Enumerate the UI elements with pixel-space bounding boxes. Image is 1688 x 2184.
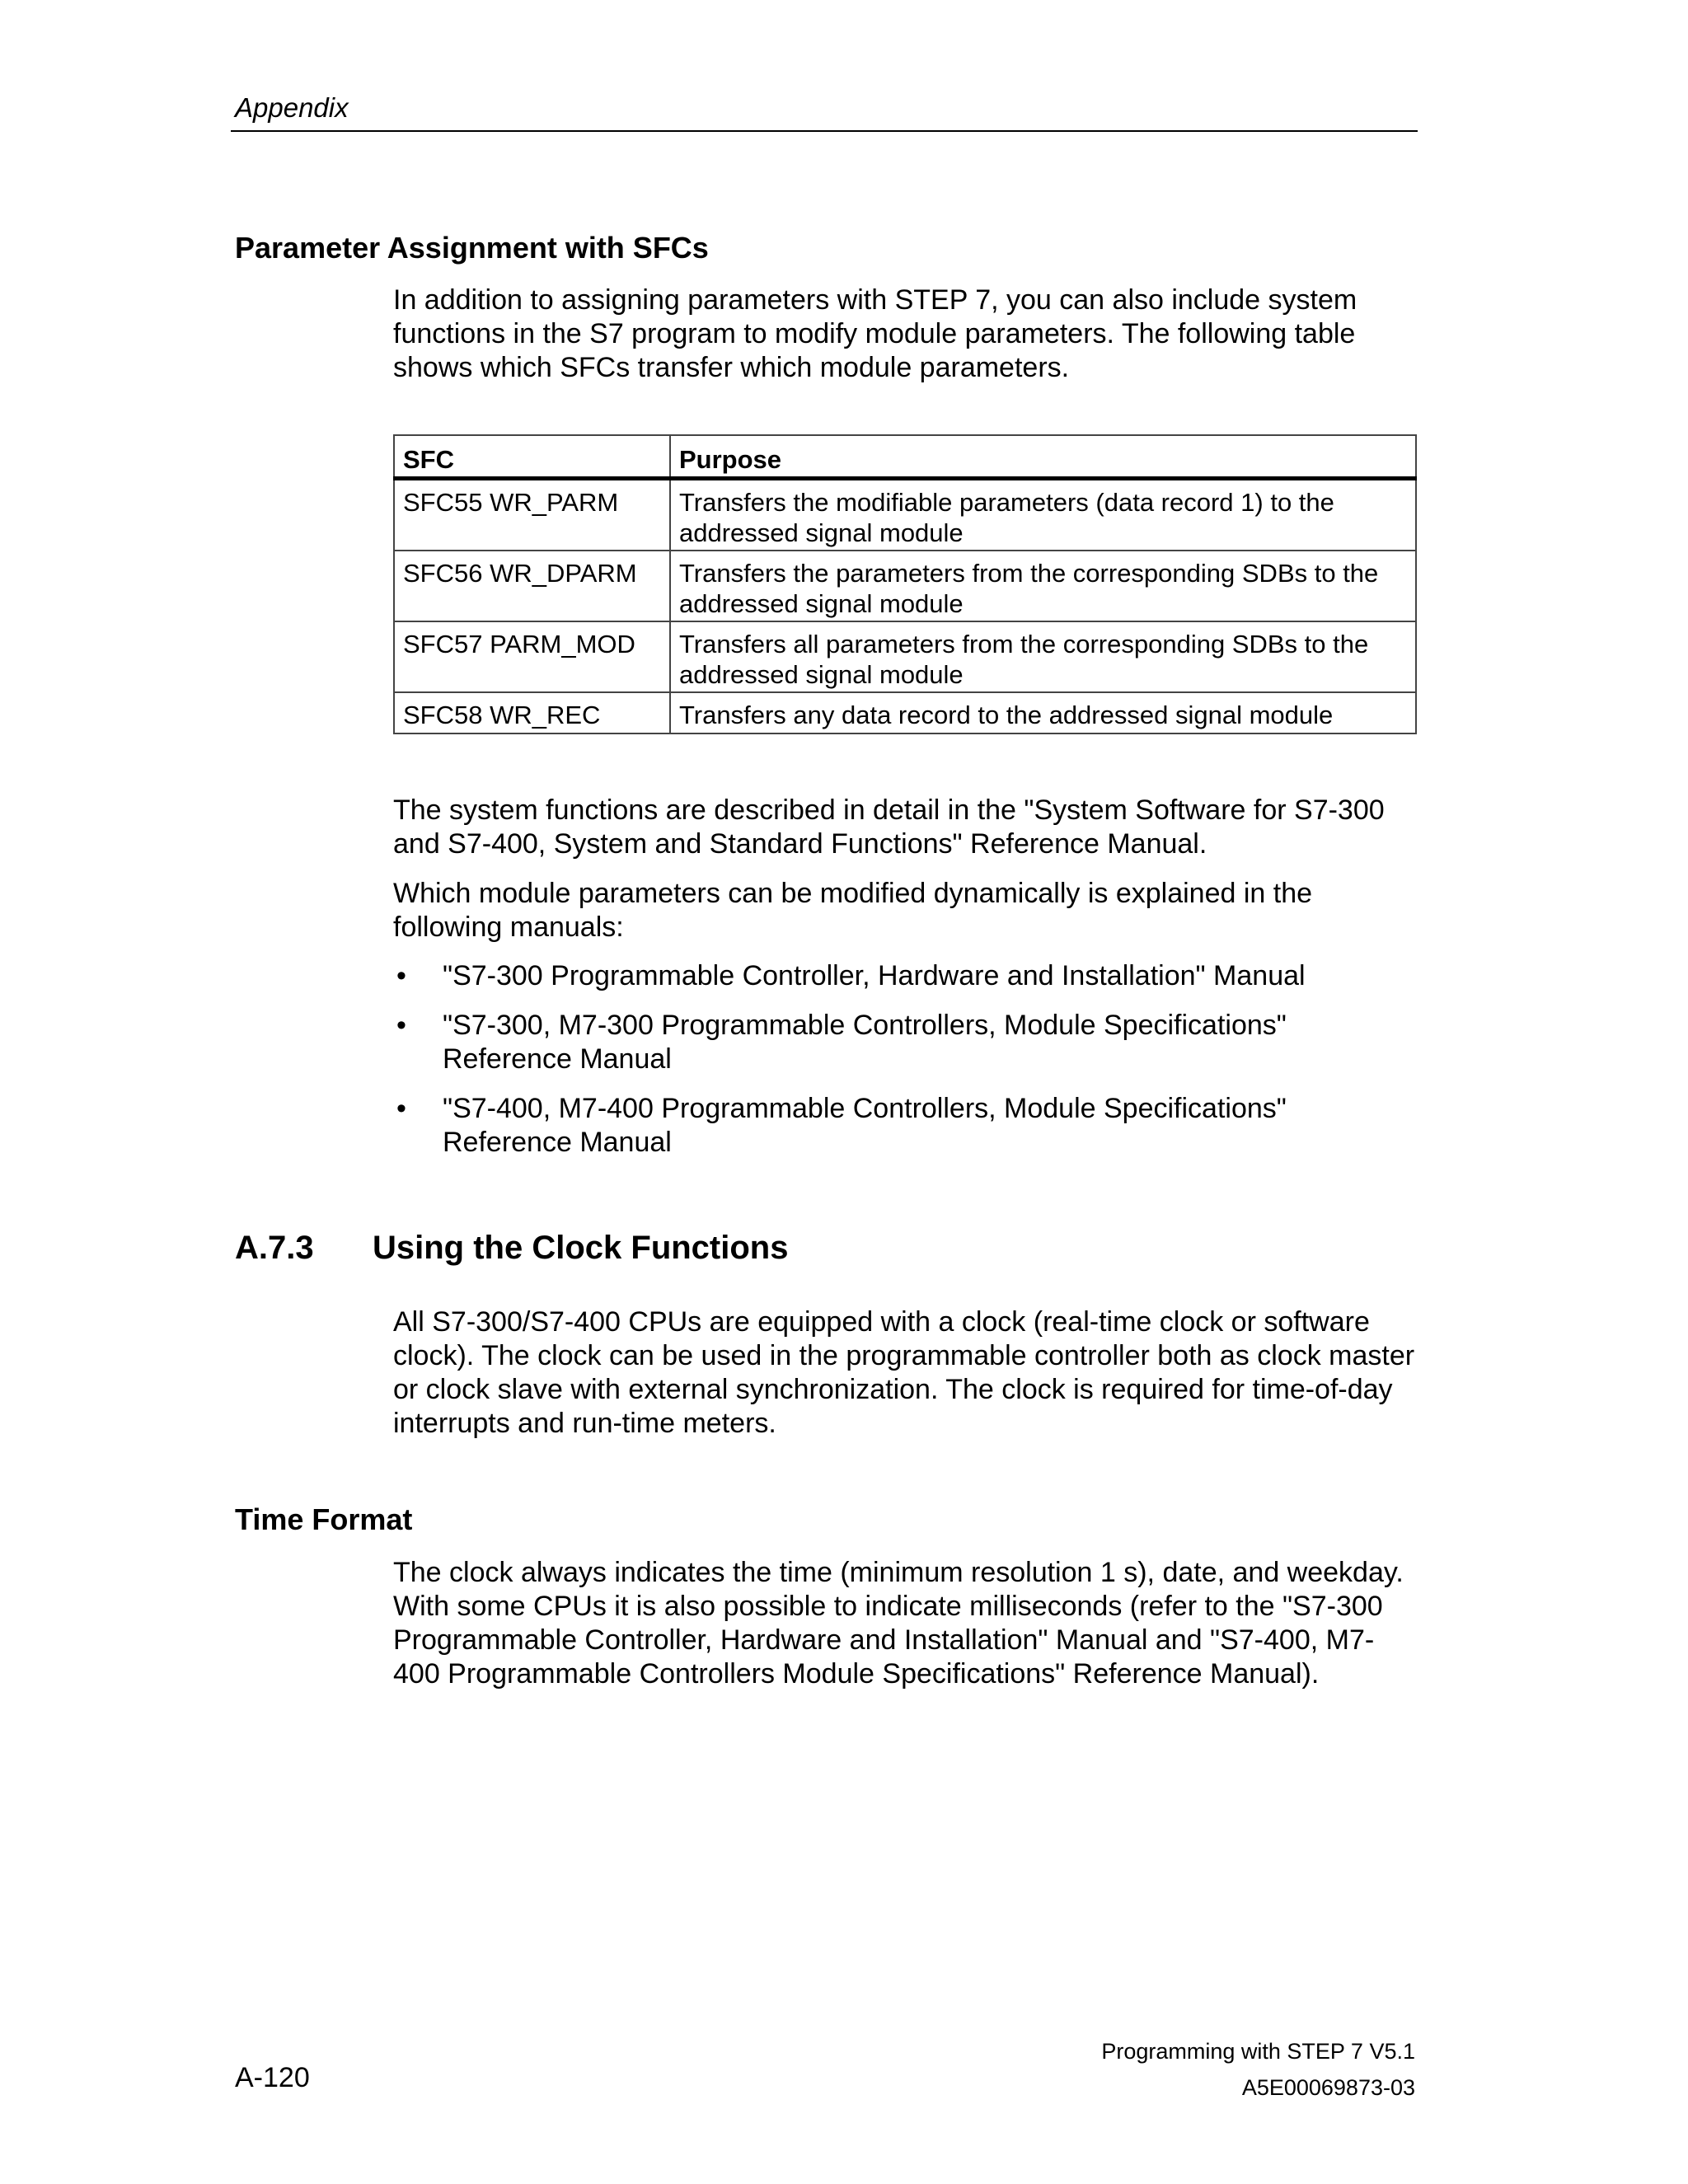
- table-header-row: [394, 435, 1416, 479]
- list-item: [393, 959, 1423, 993]
- table-cell-sfc: SFC56 WR_DPARM: [394, 551, 670, 621]
- manuals-list: [393, 959, 1423, 1175]
- table-cell-purpose: Transfers all parameters from the corresponding SDBs to the addressed signal module: [670, 621, 1416, 692]
- table-cell-sfc: SFC58 WR_REC: [394, 692, 670, 733]
- table-row: [394, 479, 1416, 551]
- table-cell-sfc: SFC57 PARM_MOD: [394, 621, 670, 692]
- system-functions-paragraph: The system functions are described in detail in the "System Software for S7-300 and S7-400, System and Standard Functions" Reference Manual.: [393, 794, 1385, 860]
- page-number: A-120: [235, 2062, 310, 2093]
- list-item-text: "S7-300, M7-300 Programmable Controllers, Module Specifications" Reference Manual: [443, 1010, 1287, 1075]
- clock-paragraph: All S7-300/S7-400 CPUs are equipped with a clock (real-time clock or software clock). The clock can be used in the programmable controller both as clock master or clock slave with external synchronization. The clock is required for time-of-day interrupts and run-time meters.: [393, 1306, 1415, 1439]
- table-cell-purpose: Transfers any data record to the addressed signal module: [670, 692, 1416, 733]
- section-number: A.7.3: [235, 1230, 314, 1266]
- table-header-sfc: SFC: [394, 435, 670, 479]
- list-item-text: "S7-300 Programmable Controller, Hardware and Installation" Manual: [443, 960, 1306, 991]
- table-row: [394, 692, 1416, 733]
- bullet-icon: •: [396, 960, 406, 991]
- table-header-purpose: Purpose: [670, 435, 1416, 479]
- table-cell-purpose: Transfers the modifiable parameters (data record 1) to the addressed signal module: [670, 479, 1416, 551]
- intro-paragraph: In addition to assigning parameters with STEP 7, you can also include system functions in the S7 program to modify module parameters. The following table shows which SFCs transfer which module parameters.: [393, 284, 1357, 383]
- running-header: Appendix: [235, 92, 349, 123]
- table-row: [394, 551, 1416, 621]
- heading-time-format: Time Format: [235, 1502, 413, 1536]
- header-rule: [231, 130, 1418, 132]
- heading-parameter-assignment: Parameter Assignment with SFCs: [235, 231, 709, 265]
- table-cell-sfc: SFC55 WR_PARM: [394, 479, 670, 551]
- list-item: [393, 1009, 1423, 1076]
- footer-manual-title: Programming with STEP 7 V5.1: [1101, 2039, 1415, 2064]
- list-item-text: "S7-400, M7-400 Programmable Controllers, Module Specifications" Reference Manual: [443, 1093, 1287, 1158]
- section-title: Using the Clock Functions: [373, 1230, 789, 1266]
- table-cell-purpose: Transfers the parameters from the corresponding SDBs to the addressed signal module: [670, 551, 1416, 621]
- time-format-paragraph: The clock always indicates the time (minimum resolution 1 s), date, and weekday. With some CPUs it is also possible to indicate milliseconds (refer to the "S7-300 Programmable Controller, Hardware and Installation" Manual and "S7-400, M7-400 Programmable Controllers Module Specifications" Reference Manual).: [393, 1557, 1404, 1690]
- footer-doc-number: A5E00069873-03: [1241, 2075, 1415, 2100]
- bullet-icon: •: [396, 1010, 406, 1041]
- bullet-icon: •: [396, 1093, 406, 1124]
- table-row: [394, 621, 1416, 692]
- module-parameters-paragraph: Which module parameters can be modified dynamically is explained in the following manuals:: [393, 878, 1313, 943]
- sfc-table: [393, 434, 1417, 734]
- list-item: [393, 1092, 1423, 1160]
